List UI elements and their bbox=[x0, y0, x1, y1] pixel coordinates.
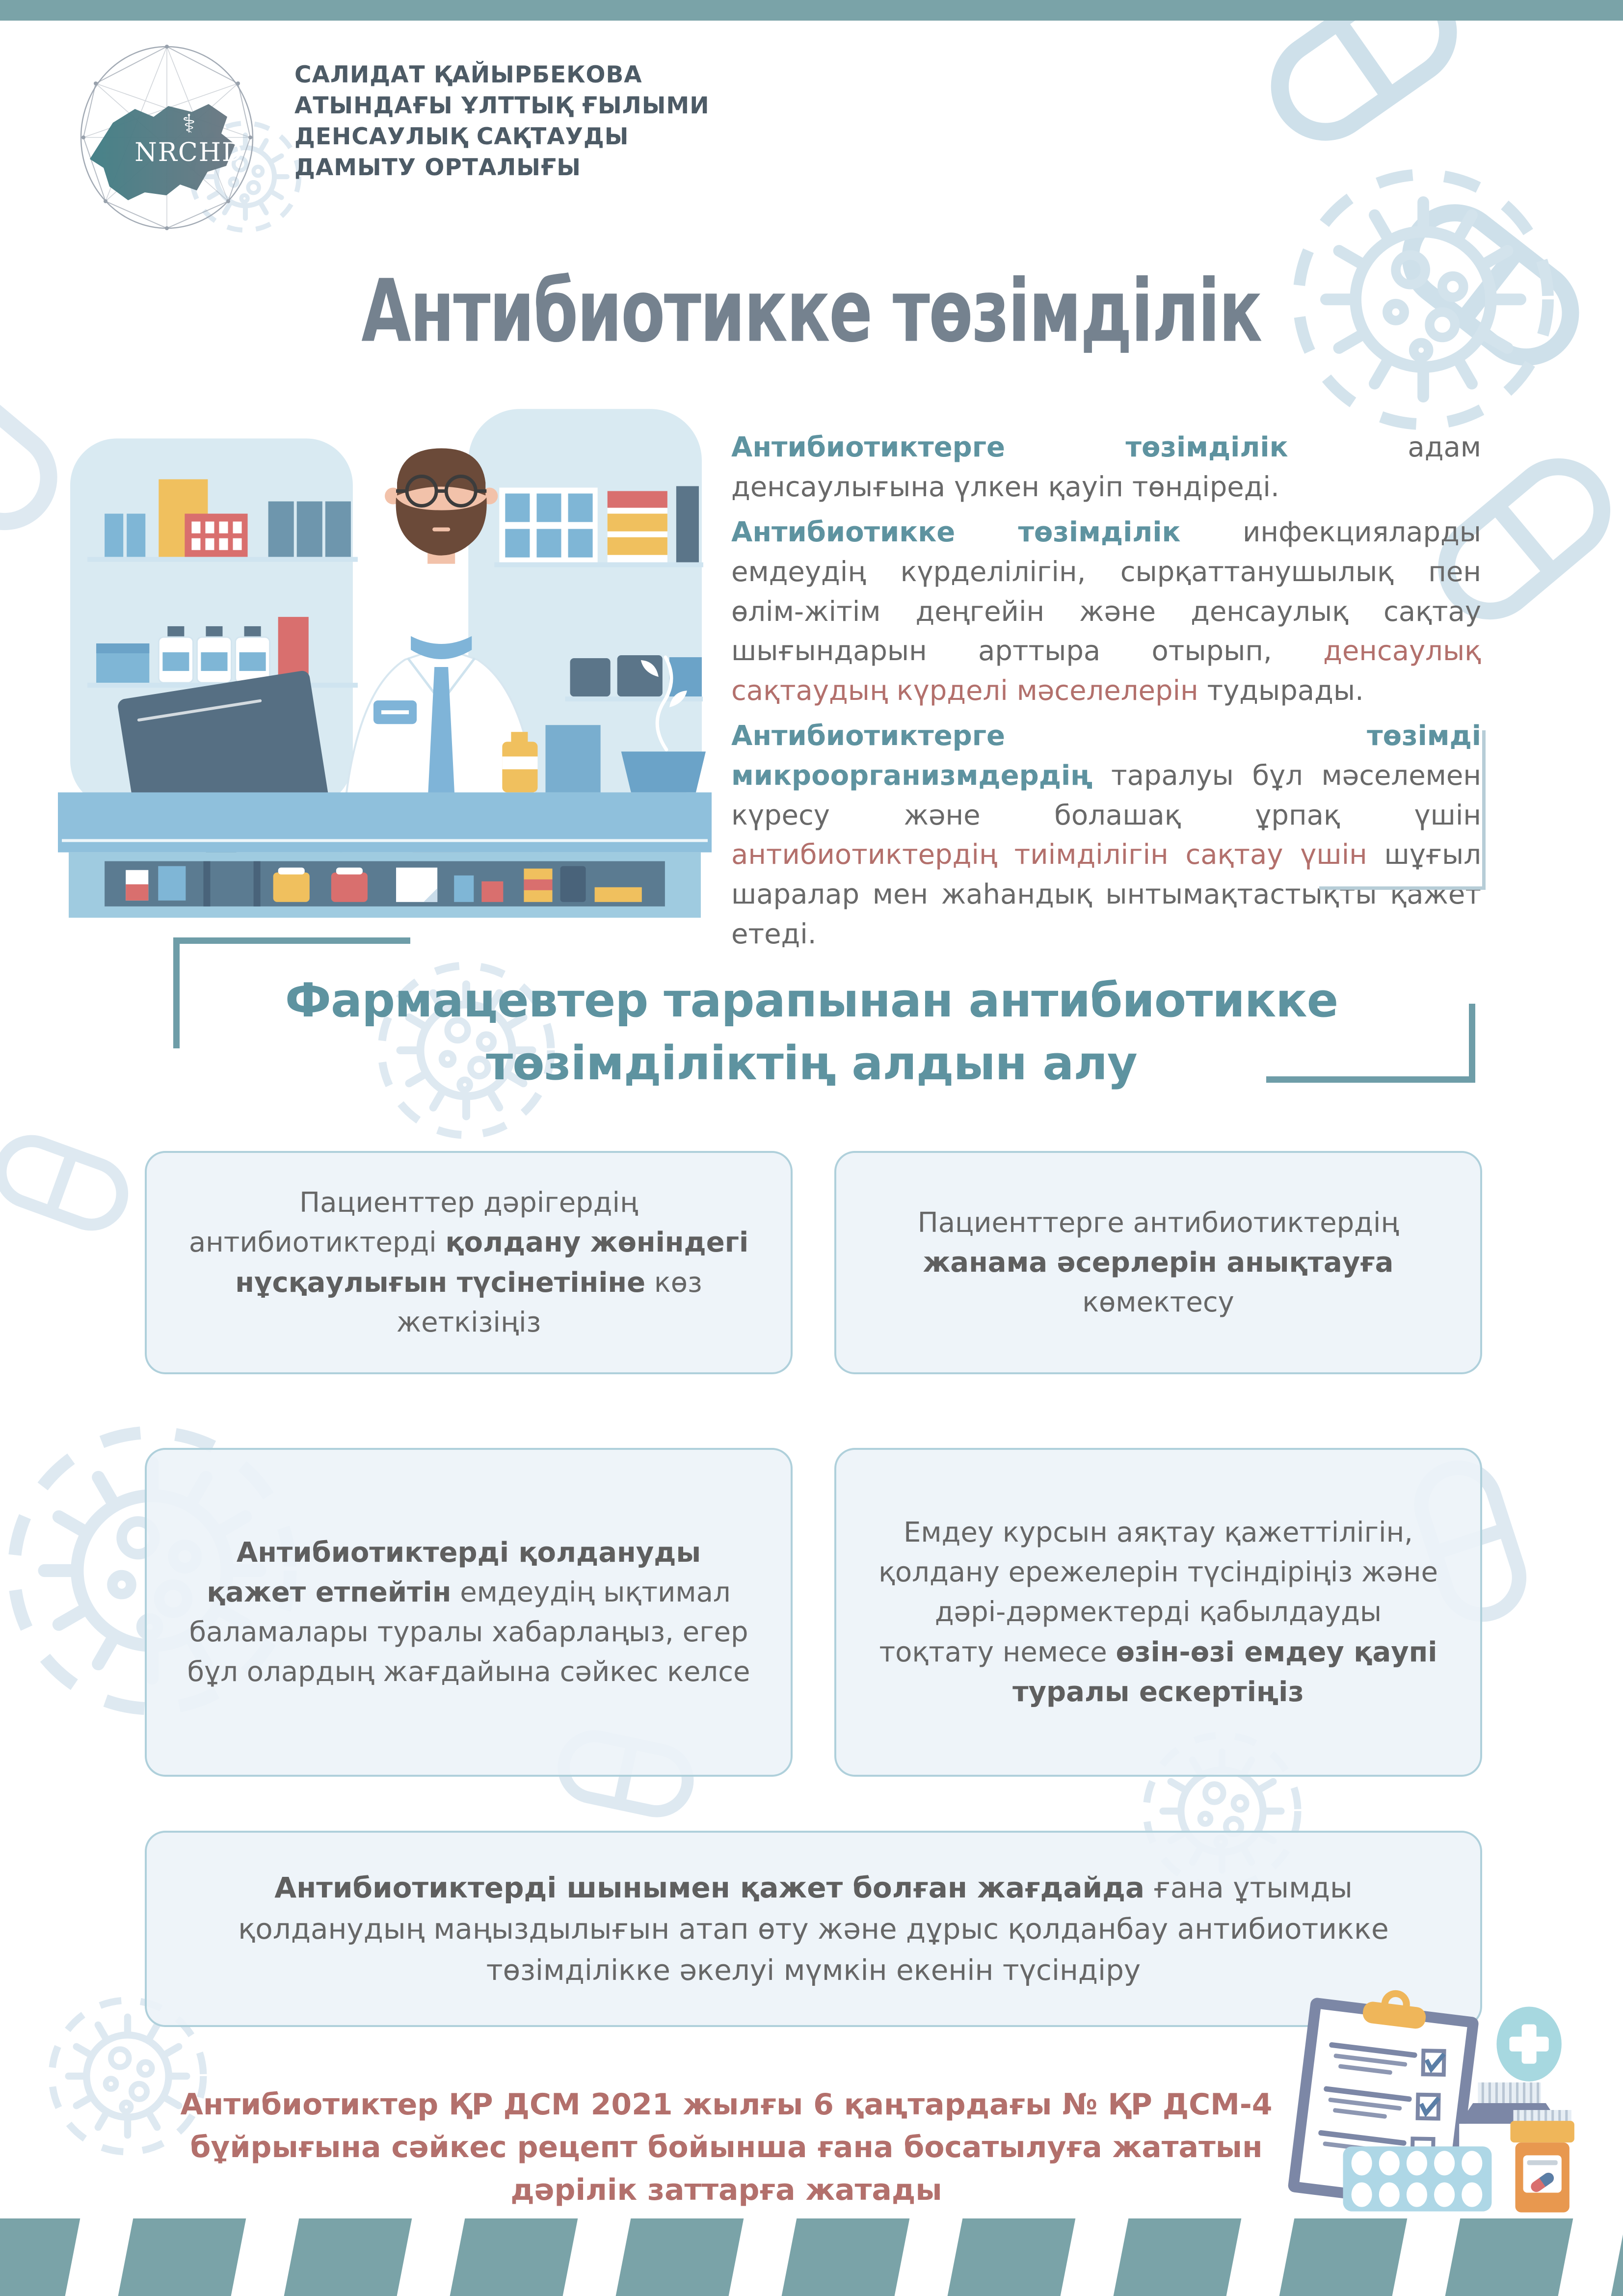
pill-blister-icon bbox=[1343, 2146, 1492, 2211]
intro-tail-3: шұғыл шаралар мен жаһандық ынтымақтастықты қажет етеді. bbox=[731, 839, 1481, 950]
card-text: көз жеткізіңіз bbox=[396, 1266, 702, 1338]
intro-tail-2: тудырады. bbox=[1198, 674, 1364, 707]
intro-lead-3: Антибиотиктерге төзімді микроорганизмдердің bbox=[731, 720, 1481, 792]
info-card-2 bbox=[834, 1151, 1482, 1374]
stripes-footer bbox=[0, 2218, 1623, 2296]
card-text: Пациенттерге антибиотиктердің bbox=[917, 1206, 1399, 1239]
footer-stripe bbox=[608, 2218, 744, 2296]
card-text-bold: қолдану жөніндегі нұсқаулығын түсінетініне bbox=[235, 1227, 749, 1299]
org-name-line: ДАМЫТУ ОРТАЛЫҒЫ bbox=[294, 154, 581, 181]
footer-stripe bbox=[1437, 2218, 1573, 2296]
wide-info-card-text bbox=[220, 1867, 1407, 1991]
highlight-text: антибиотиктердің тиімділігін сақтау үшін bbox=[731, 839, 1367, 871]
footer-note-line: дәрілік заттарға жатады bbox=[510, 2173, 942, 2207]
top-accent-bar bbox=[0, 0, 1623, 21]
intro-paragraph-1 bbox=[731, 428, 1481, 507]
card-text: көмектесу bbox=[1082, 1286, 1234, 1319]
info-card-4 bbox=[834, 1448, 1482, 1777]
card-text: емдеудің ықтимал баламалары туралы хабарлаңыз, егер бұл олардың жағдайына сәйкес келсе bbox=[187, 1576, 750, 1688]
intro-corner-bracket-icon bbox=[1319, 730, 1486, 890]
card-text-bold: Антибиотиктерді шынымен қажет болған жағдайда bbox=[274, 1870, 1145, 1904]
info-card-2-text bbox=[876, 1203, 1441, 1323]
footer-stripe bbox=[0, 2218, 80, 2296]
info-card-4-text bbox=[876, 1513, 1441, 1712]
org-name-line: ДЕНСАУЛЫҚ САҚТАУДЫ bbox=[294, 123, 629, 150]
footer-stripe bbox=[774, 2218, 910, 2296]
section-heading: Фармацевтер тарапынан антибиотикке төзімділіктің алдын алу bbox=[285, 974, 1338, 1091]
info-card-3-text bbox=[186, 1533, 751, 1692]
nrchd-logo bbox=[66, 39, 277, 236]
org-name bbox=[294, 60, 710, 184]
intro-mid-2: инфекцияларды емдеудің күрделілігін, сырқаттанушылық пен өлім-жітім деңгейін және денсаулық сақтау шығындарын арттыра отырып, bbox=[731, 516, 1481, 667]
info-card-1-text bbox=[186, 1183, 751, 1342]
info-card-1 bbox=[145, 1151, 793, 1374]
intro-mid-3: таралуы бұл мәселемен күресу және болашақ ұрпақ үшін bbox=[731, 760, 1481, 831]
card-text-bold: жанама әсерлерін анықтауға bbox=[923, 1246, 1394, 1279]
logo-text: NRCHD bbox=[134, 138, 243, 167]
pill-bottle-orange-icon bbox=[1511, 2110, 1574, 2213]
footer-stripe bbox=[1603, 2218, 1623, 2296]
footer-stripe bbox=[1272, 2218, 1408, 2296]
page-title: Антибиотикке төзімділік bbox=[361, 260, 1262, 362]
medicine-box-blue bbox=[545, 725, 600, 792]
footer-stripe bbox=[1106, 2218, 1242, 2296]
footer-stripe bbox=[110, 2218, 246, 2296]
intro-lead-2: Антибиотикке төзімділік bbox=[731, 516, 1181, 549]
card-text: Емдеу курсын аяқтау қажеттілігін, қолдану ережелерін түсіндіріңіз және дәрі-дәрмектерді қабылдауды тоқтату немесе bbox=[878, 1517, 1438, 1668]
prescription-illustration bbox=[1255, 1986, 1595, 2217]
intro-paragraph-2 bbox=[731, 513, 1481, 711]
footer-note-line: бұйрығына сәйкес рецепт бойынша ғана босатылуға жататын bbox=[190, 2130, 1263, 2164]
caduceus-icon: ⚕ bbox=[182, 109, 196, 139]
card-text-bold: өзін-өзі емдеу қаупі туралы ескертіңіз bbox=[1012, 1636, 1437, 1708]
card-text: ғана ұтымды қолданудың маңыздылығын атап өту және дұрыс қолданбау антибиотикке төзімділікке әкелуі мүмкін екенін түсіндіру bbox=[238, 1870, 1389, 1987]
footer-stripe bbox=[276, 2218, 412, 2296]
card-text-bold: Антибиотиктерді қолдануды қажет етпейтін bbox=[207, 1536, 701, 1608]
page-title-wrap bbox=[0, 260, 1623, 362]
pharmacy-illustration bbox=[58, 382, 712, 918]
footer-stripe bbox=[442, 2218, 578, 2296]
info-card-3 bbox=[145, 1448, 793, 1777]
medical-cross-icon bbox=[1496, 2006, 1561, 2081]
counter bbox=[58, 792, 712, 917]
org-name-line: САЛИДАТ ҚАЙЫРБЕКОВА bbox=[294, 61, 642, 88]
intro-rest-1: адам денсаулығына үлкен қауіп төндіреді. bbox=[731, 431, 1481, 503]
footer-note-line: Антибиотиктер ҚР ДСМ 2021 жылғы 6 қаңтардағы № ҚР ДСМ-4 bbox=[180, 2087, 1273, 2122]
highlight-text: денсаулық сақтаудың күрделі мәселелерін bbox=[731, 635, 1481, 707]
card-text: Пациенттер дәрігердің антибиотиктерді bbox=[188, 1187, 639, 1259]
org-name-line: АТЫНДАҒЫ ҰЛТТЫҚ ҒЫЛЫМИ bbox=[294, 92, 710, 119]
footer-note bbox=[162, 2083, 1291, 2212]
footer-stripe bbox=[940, 2218, 1076, 2296]
intro-lead-1: Антибиотиктерге төзімділік bbox=[731, 431, 1288, 463]
